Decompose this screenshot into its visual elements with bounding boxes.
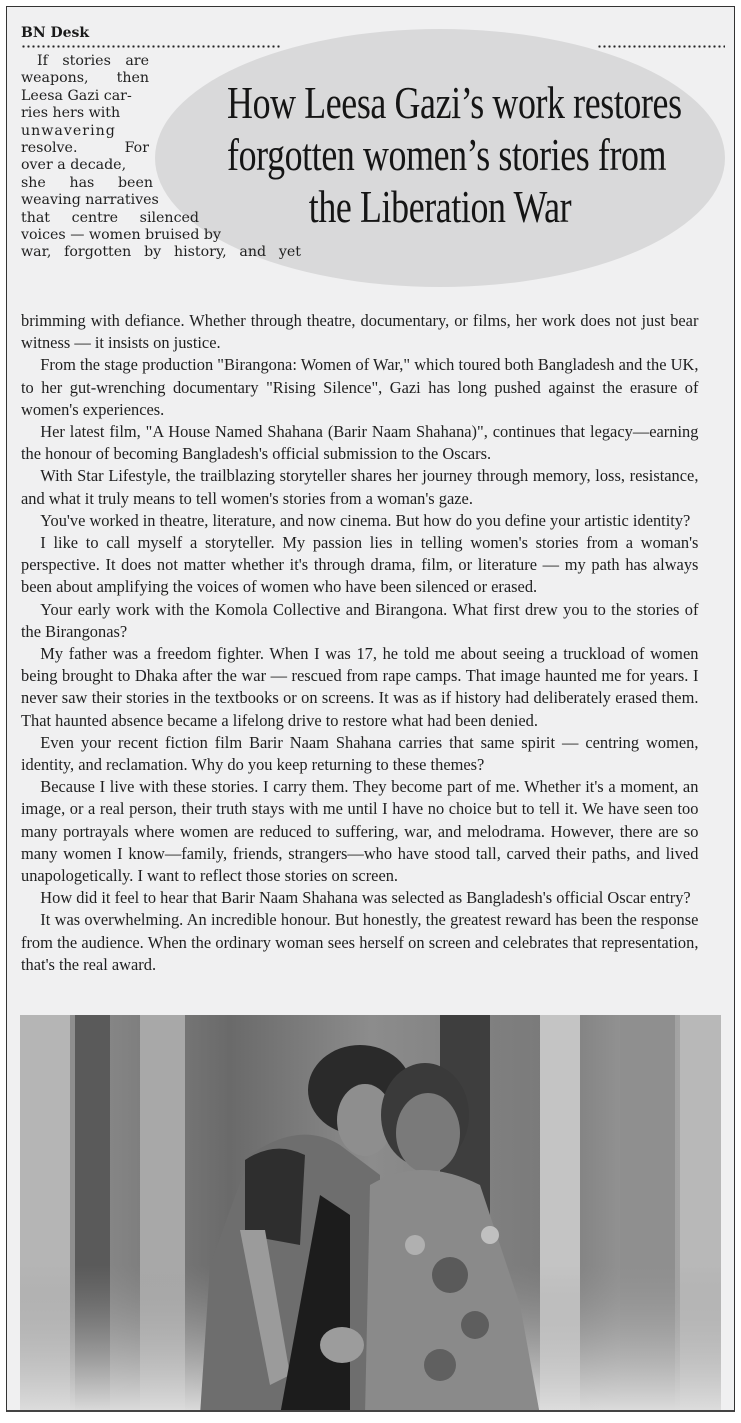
dotted-rule-left (21, 45, 281, 48)
byline: BN Desk (21, 25, 90, 41)
answer-paragraph: Because I live with these stories. I carry them. They become part of me. Whether it's a moment, an image, or a real person, their truth stays with me until I have no choice but to tell it. We have seen too many portrayals where women are reduced to suffering, war, and melodrama. However, there are so many women I know—family, friends, strangers—who have stood tall, carved their paths, and lived unapologetically. I want to reflect those stories on screen. (21, 777, 699, 886)
lead-line: weapons, then (21, 70, 149, 87)
lead-line: war, forgotten by history, and yet (21, 244, 301, 261)
paragraph: From the stage production "Birangona: Women of War," which toured both Bangladesh and the UK, to her gut-wrenching documentary "Rising Silence", Gazi has long pushed against the erasure of women's experiences. (21, 355, 699, 419)
article-body (21, 310, 698, 976)
dotted-rule-right (597, 45, 725, 48)
lead-line: unwavering (21, 122, 116, 139)
paragraph: Her latest film, "A House Named Shahana (Barir Naam Shahana)", continues that legacy—earning the honour of becoming Bangladesh's official submission to the Oscars. (21, 422, 699, 464)
lead-line: voices — women bruised by (21, 227, 222, 244)
question-paragraph: How did it feel to hear that Barir Naam Shahana was selected as Bangladesh's official Oscar entry? (40, 888, 691, 908)
photo-illustration (20, 1015, 721, 1412)
answer-paragraph: It was overwhelming. An incredible honour. But honestly, the greatest reward has been the response from the audience. When the ordinary woman sees herself on screen and celebrates that representation, that's the real award. (21, 910, 699, 974)
article-photo (20, 1015, 721, 1412)
lead-line: over a decade, (21, 157, 127, 174)
lead-line: resolve. For (21, 140, 149, 157)
paragraph: With Star Lifestyle, the trailblazing storyteller shares her journey through memory, loss, resistance, and what it truly means to tell women's stories from a woman's gaze. (21, 466, 699, 508)
lead-line: ries hers with (21, 105, 121, 122)
lead-line: weaving narratives (21, 192, 159, 209)
headline-line: the Liberation War (308, 181, 572, 232)
article-frame (6, 6, 735, 1412)
answer-paragraph: I like to call myself a storyteller. My passion lies in telling women's stories from a woman's perspective. It does not matter whether it's through drama, film, or literature — my path has always been about amplifying the voices of women who have been silenced or erased. (21, 533, 699, 597)
answer-paragraph: My father was a freedom fighter. When I was 17, he told me about seeing a truckload of women being brought to Dhaka after the war — rescued from rape camps. That image haunted me for years. I never saw their stories in the textbooks or on screens. It was as if history had deliberately erased them. That haunted absence became a lifelong drive to restore what had been denied. (21, 644, 699, 730)
lead-line: Leesa Gazi car- (21, 87, 132, 104)
clasped-hands (320, 1327, 364, 1363)
question-paragraph: Even your recent fiction film Barir Naam Shahana carries that same spirit — centring women, identity, and reclamation. Why do you keep returning to these themes? (21, 732, 699, 775)
headline-line: forgotten women’s stories from (227, 129, 667, 180)
lead-paragraph (21, 53, 301, 262)
question-paragraph: Your early work with the Komola Collective and Birangona. What first drew you to the stories of the Birangonas? (21, 599, 699, 641)
paragraph: brimming with defiance. Whether through theatre, documentary, or films, her work does not just bear witness — it insists on justice. (21, 311, 699, 353)
lead-line: If stories are (37, 53, 149, 69)
lead-line: she has been (21, 174, 153, 191)
question-paragraph: You've worked in theatre, literature, and now cinema. But how do you define your artistic identity? (40, 510, 691, 530)
headline-line: How Leesa Gazi’s work restores (227, 77, 682, 128)
lead-line: that centre silenced (21, 209, 199, 226)
